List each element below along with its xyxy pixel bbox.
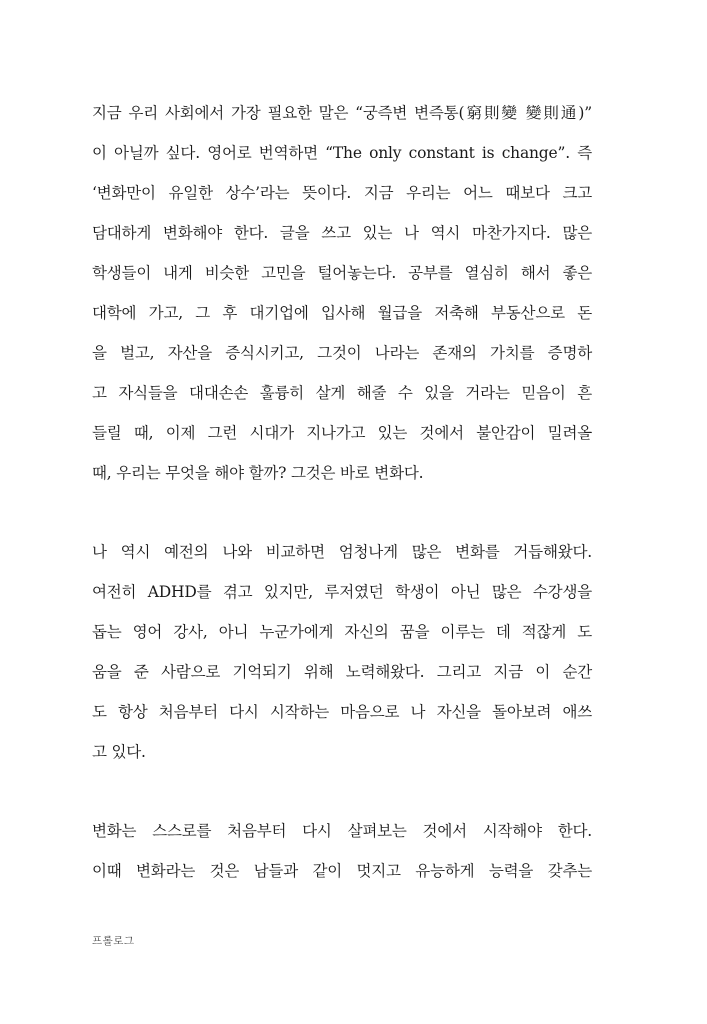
- paragraph-1: [92, 93, 592, 493]
- body-text: [92, 93, 592, 891]
- text-line: 고 자식들을 대대손손 훌륭히 살게 해줄 수 있을 거라는 믿음이 흔: [92, 384, 592, 402]
- text-line: 변화는 스스로를 처음부터 다시 살펴보는 것에서 시작해야 한다.: [92, 822, 592, 840]
- text-line: 때, 우리는 무엇을 해야 할까? 그것은 바로 변화다.: [92, 464, 424, 482]
- paragraph-3: [92, 811, 592, 891]
- text-line: 움을 준 사람으로 기억되기 위해 노력해왔다. 그리고 지금 이 순간: [92, 663, 592, 681]
- text-line: 담대하게 변화해야 한다. 글을 쓰고 있는 나 역시 마찬가지다. 많은: [92, 224, 592, 242]
- paragraph-2: [92, 532, 592, 772]
- text-line: 이때 변화라는 것은 남들과 같이 멋지고 유능하게 능력을 갖추는: [92, 862, 592, 880]
- text-line: ‘변화만이 유일한 상수’라는 뜻이다. 지금 우리는 어느 때보다 크고: [92, 184, 592, 202]
- text-line: 이 아닐까 싶다. 영어로 번역하면 “The only constant is change”. 즉: [92, 144, 592, 162]
- text-line: 을 벌고, 자산을 증식시키고, 그것이 나라는 존재의 가치를 증명하: [92, 344, 592, 362]
- text-line: 고 있다.: [92, 743, 146, 761]
- footer-section-label: 프롤로그: [92, 935, 135, 947]
- text-line: 도 항상 처음부터 다시 시작하는 마음으로 나 자신을 돌아보려 애쓰: [92, 703, 592, 721]
- text-line: 들릴 때, 이제 그런 시대가 지나가고 있는 것에서 불안감이 밀려올: [92, 424, 592, 442]
- paragraph-spacer: [92, 493, 592, 532]
- text-line: 나 역시 예전의 나와 비교하면 엄청나게 많은 변화를 거듭해왔다.: [92, 543, 592, 561]
- paragraph-spacer: [92, 772, 592, 811]
- text-line: 지금 우리 사회에서 가장 필요한 말은 “궁즉변 변즉통(窮則變 變則通)”: [92, 104, 592, 122]
- text-line: 여전히 ADHD를 겪고 있지만, 루저였던 학생이 아닌 많은 수강생을: [92, 583, 592, 601]
- text-line: 돕는 영어 강사, 아니 누군가에게 자신의 꿈을 이루는 데 적잖게 도: [92, 623, 592, 641]
- text-line: 대학에 가고, 그 후 대기업에 입사해 월급을 저축해 부동산으로 돈: [92, 304, 592, 322]
- text-line: 학생들이 내게 비슷한 고민을 털어놓는다. 공부를 열심히 해서 좋은: [92, 264, 592, 282]
